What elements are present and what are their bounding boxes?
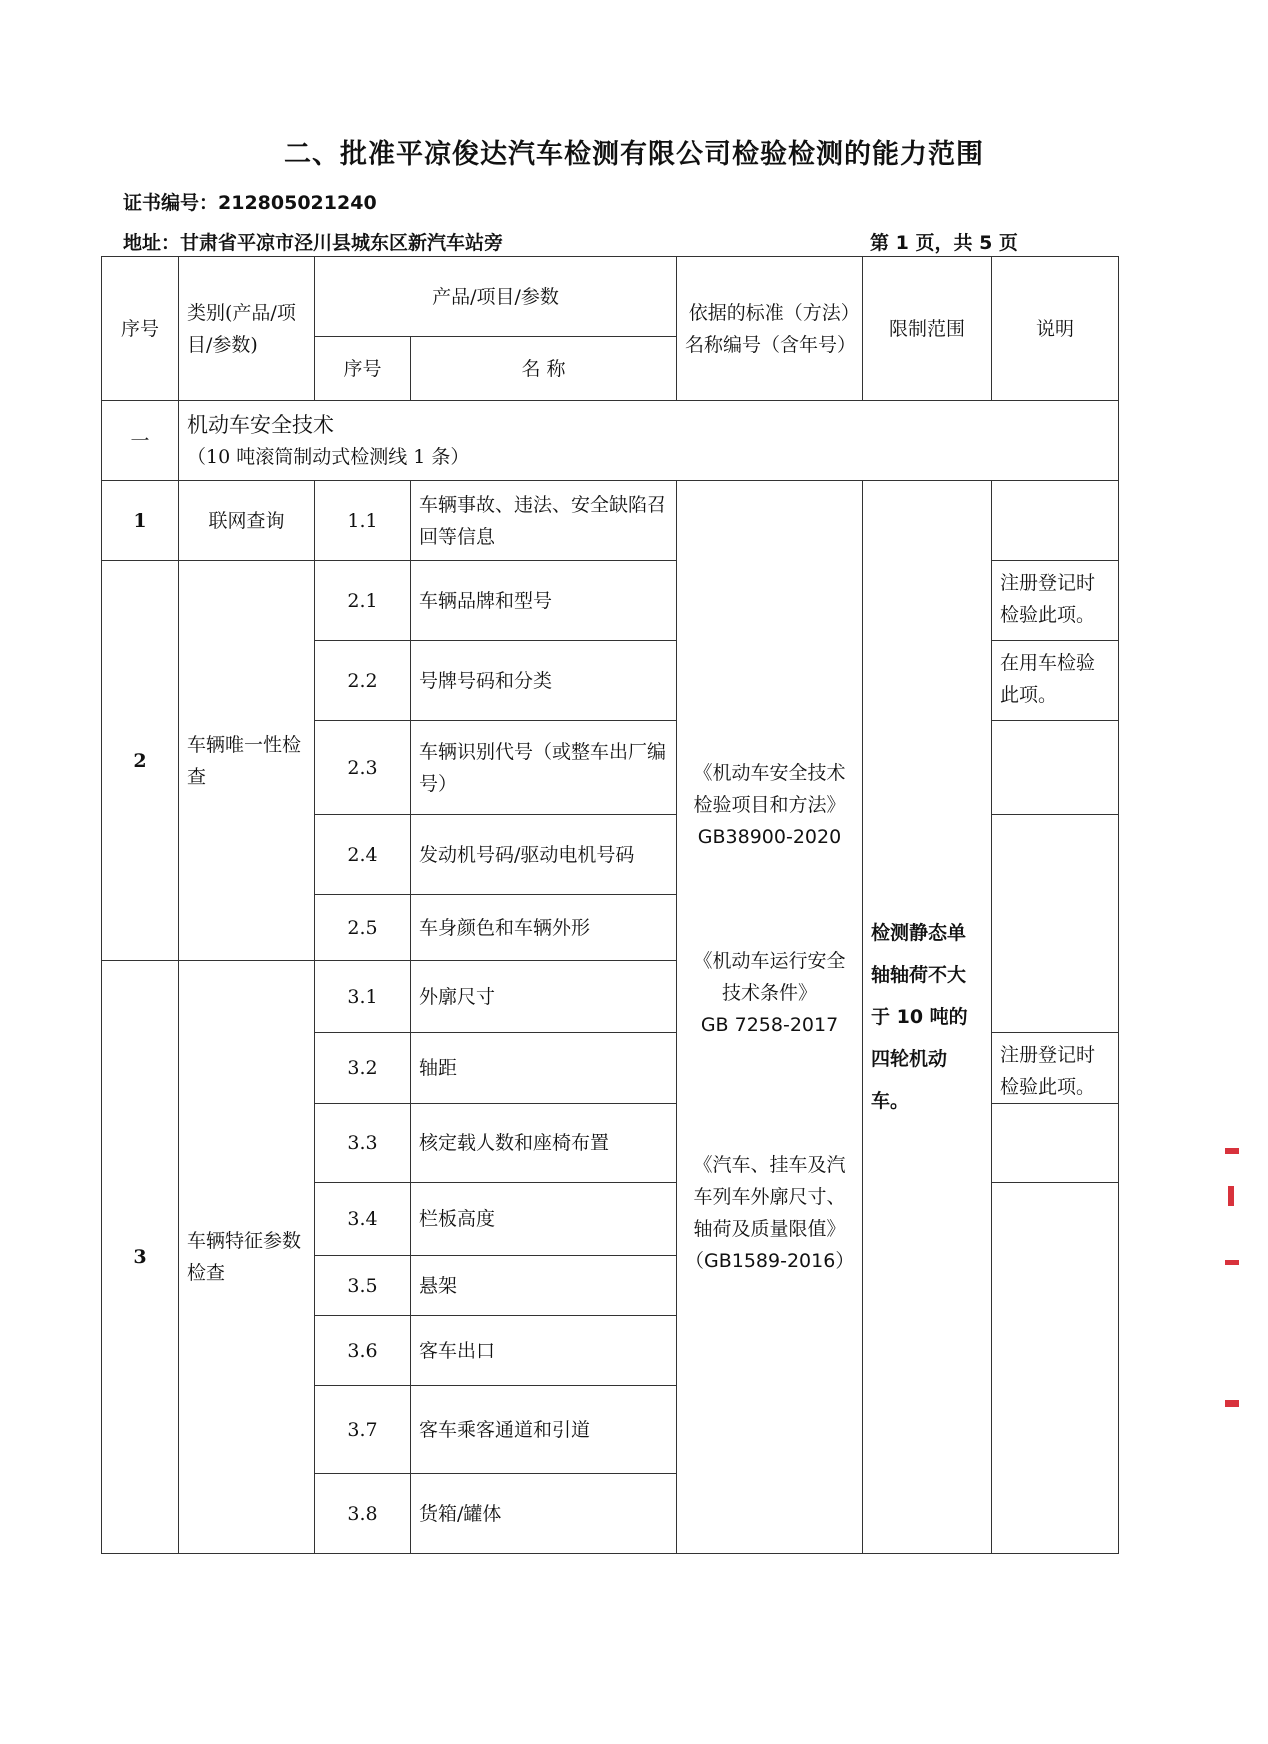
seal-mark xyxy=(1228,1186,1234,1206)
certificate-number: 212805021240 xyxy=(218,192,377,214)
section-subtitle: （10 吨滚筒制动式检测线 1 条） xyxy=(187,445,470,468)
item-no: 2.4 xyxy=(315,815,411,895)
item-name: 号牌号码和分类 xyxy=(411,641,677,721)
standard-3-name: 《汽车、挂车及汽车列车外廓尺寸、轴荷及质量限值》 xyxy=(693,1154,846,1240)
section-title: 机动车安全技术 xyxy=(187,412,334,437)
header-name: 名 称 xyxy=(411,337,677,401)
item-no: 3.5 xyxy=(315,1256,411,1316)
standard-cell xyxy=(677,481,863,1554)
item-name: 车身颜色和车辆外形 xyxy=(411,895,677,961)
page-info: 第 1 页，共 5 页 xyxy=(870,232,1018,254)
section-cell xyxy=(179,401,1119,481)
item-no: 3.4 xyxy=(315,1183,411,1256)
note-registration-2: 注册登记时检验此项。 xyxy=(992,1033,1119,1104)
seal-mark xyxy=(1225,1148,1239,1154)
note-empty xyxy=(992,1104,1119,1183)
group-seq: 2 xyxy=(102,561,179,961)
item-name: 悬架 xyxy=(411,1256,677,1316)
item-no: 1.1 xyxy=(315,481,411,561)
note-empty xyxy=(992,815,1119,1033)
note-in-use: 在用车检验此项。 xyxy=(992,641,1119,721)
item-name: 外廓尺寸 xyxy=(411,961,677,1033)
table-row xyxy=(102,481,1119,561)
item-no: 2.2 xyxy=(315,641,411,721)
note-registration: 注册登记时检验此项。 xyxy=(992,561,1119,641)
group-category: 车辆唯一性检查 xyxy=(179,561,315,961)
item-name: 发动机号码/驱动电机号码 xyxy=(411,815,677,895)
group-seq: 1 xyxy=(102,481,179,561)
item-name: 货箱/罐体 xyxy=(411,1474,677,1554)
standard-2-code: GB 7258-2017 xyxy=(700,1014,839,1036)
standard-3-code: （GB1589-2016） xyxy=(685,1250,855,1272)
item-name: 车辆识别代号（或整车出厂编号） xyxy=(411,721,677,815)
header-limit: 限制范围 xyxy=(863,257,992,401)
item-no: 3.6 xyxy=(315,1316,411,1386)
certificate-number-line xyxy=(123,188,377,215)
item-no: 2.1 xyxy=(315,561,411,641)
header-standard: 依据的标准（方法）名称编号（含年号） xyxy=(677,257,863,401)
item-no: 3.8 xyxy=(315,1474,411,1554)
capability-table xyxy=(101,256,1119,1554)
item-no: 2.3 xyxy=(315,721,411,815)
item-name: 轴距 xyxy=(411,1033,677,1104)
address-line xyxy=(123,228,503,255)
group-category: 车辆特征参数检查 xyxy=(179,961,315,1554)
address-value: 甘肃省平凉市泾川县城东区新汽车站旁 xyxy=(180,232,504,254)
note-empty xyxy=(992,1183,1119,1554)
item-no: 3.7 xyxy=(315,1386,411,1474)
address-label: 地址： xyxy=(123,232,181,254)
standard-1-name: 《机动车安全技术检验项目和方法》 xyxy=(693,762,846,816)
item-no: 3.2 xyxy=(315,1033,411,1104)
page-title: 二、批准平凉俊达汽车检测有限公司检验检测的能力范围 xyxy=(284,139,984,170)
seal-mark xyxy=(1225,1400,1239,1407)
group-seq: 3 xyxy=(102,961,179,1554)
limit-cell: 检测静态单轴轴荷不大于 10 吨的四轮机动车。 xyxy=(863,481,992,1554)
item-name: 客车出口 xyxy=(411,1316,677,1386)
header-note: 说明 xyxy=(992,257,1119,401)
header-category: 类别(产品/项目/参数) xyxy=(179,257,315,401)
item-no: 2.5 xyxy=(315,895,411,961)
header-seq: 序号 xyxy=(102,257,179,401)
certificate-label: 证书编号： xyxy=(123,192,219,214)
section-seq: 一 xyxy=(102,401,179,481)
item-name: 核定载人数和座椅布置 xyxy=(411,1104,677,1183)
standard-1-code: GB38900-2020 xyxy=(697,826,842,848)
group-category: 联网查询 xyxy=(179,481,315,561)
note-empty xyxy=(992,481,1119,561)
note-empty xyxy=(992,721,1119,815)
item-name: 客车乘客通道和引道 xyxy=(411,1386,677,1474)
header-product: 产品/项目/参数 xyxy=(315,257,677,337)
standard-2-name: 《机动车运行安全技术条件》 xyxy=(693,950,846,1004)
item-no: 3.3 xyxy=(315,1104,411,1183)
item-name: 车辆事故、违法、安全缺陷召回等信息 xyxy=(411,481,677,561)
item-name: 车辆品牌和型号 xyxy=(411,561,677,641)
item-name: 栏板高度 xyxy=(411,1183,677,1256)
item-no: 3.1 xyxy=(315,961,411,1033)
seal-mark xyxy=(1225,1260,1239,1265)
header-sub-seq: 序号 xyxy=(315,337,411,401)
